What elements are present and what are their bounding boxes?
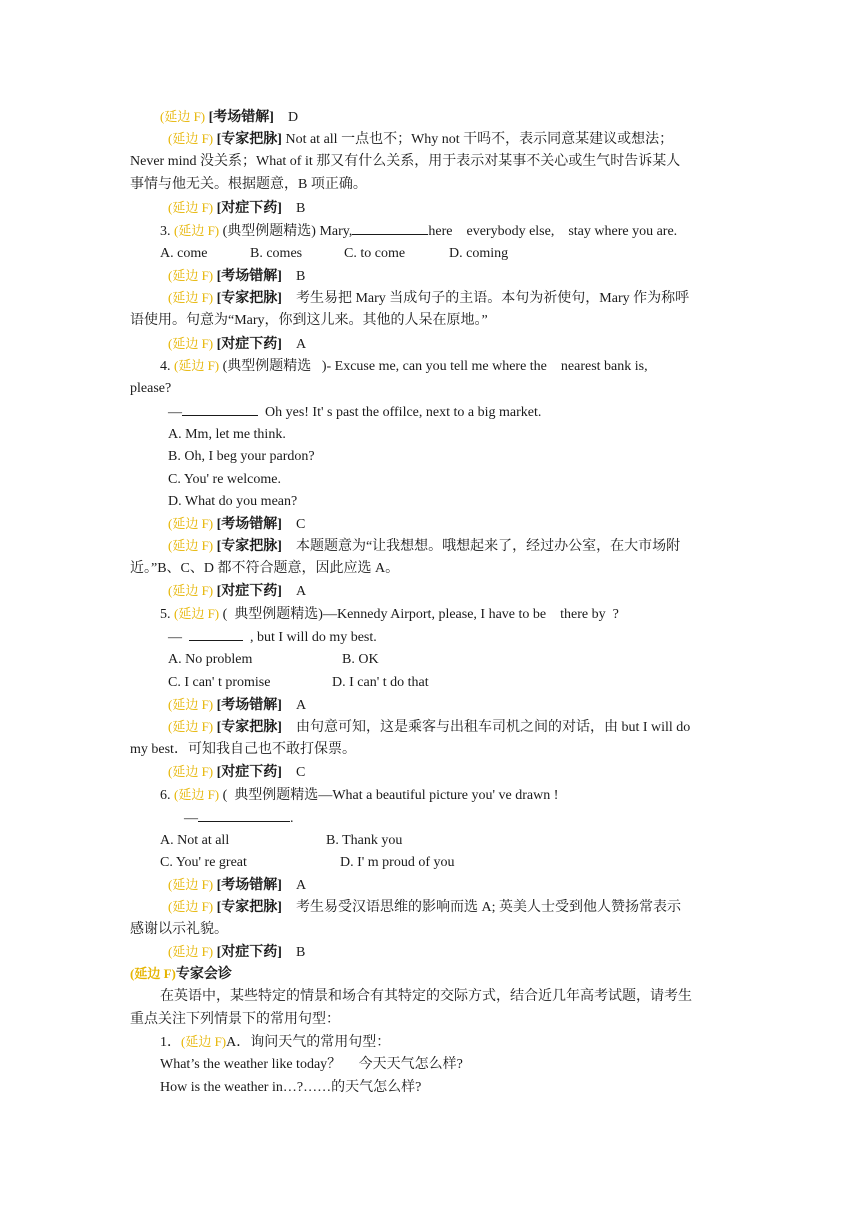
source-tag: (延边 F) [168, 200, 214, 215]
q6-option-a: A. Not at all [160, 833, 230, 848]
jingxuan-label: ( 典型例题精选 [222, 788, 319, 803]
xiayao-label: [对症下药] [216, 337, 282, 352]
cuojie-answer: A [295, 698, 307, 713]
example-sentence: How is the weather in…?……的天气怎么样? [160, 1080, 422, 1095]
intro-line: 重点关注下列情景下的常用句型： [130, 1012, 340, 1027]
q4-stem-cont: please? [130, 381, 172, 396]
q4-option-c: C. You' re welcome. [168, 472, 281, 487]
reply-text: , but I will do my best. [250, 630, 377, 645]
question-number: 4. [160, 359, 171, 374]
source-tag: (延边 F) [168, 877, 214, 892]
bamai-text: 考生易受汉语思维的影响而选 A; 英美人士受到他人赞扬常表示 [295, 900, 681, 915]
q3-bamai-line: 语使用。句意为“Mary，你到这儿来。其他的人呆在原地。” [130, 313, 488, 328]
source-tag: (延边 F) [168, 719, 214, 734]
source-tag: (延边 F) [168, 764, 214, 779]
bamai-label: [专家把脉] [216, 720, 282, 735]
bamai-label: [专家把脉] [216, 900, 282, 915]
q6-xiayao-line [168, 943, 305, 962]
huizhen-label: 专家会诊 [175, 967, 232, 982]
q2-bamai-line [168, 130, 673, 149]
question-number: 3. [160, 224, 171, 239]
q5-xiayao-line [168, 763, 305, 782]
q3-stem [160, 222, 677, 241]
q3-xiayao-line [168, 335, 306, 354]
stem-text: here everybody else, stay where you are. [428, 224, 678, 239]
intro-item [160, 1033, 390, 1052]
q4-option-d: D. What do you mean? [168, 494, 298, 509]
q3-option-d: D. coming [449, 246, 509, 261]
q3-option-a: A. come [160, 246, 208, 261]
cuojie-answer: C [295, 517, 306, 532]
q2-cuojie-line [160, 108, 298, 127]
q6-reply [184, 809, 294, 828]
source-tag: (延边 F) [174, 358, 220, 373]
item-number: 1． [160, 1035, 181, 1050]
q4-reply [168, 403, 541, 422]
source-tag: (延边 F) [130, 966, 176, 981]
source-tag: (延边 F) [181, 1034, 227, 1049]
q3-bamai-line [168, 289, 689, 308]
q4-cuojie-line [168, 515, 305, 534]
q6-option-c: C. You' re great [160, 855, 247, 870]
item-text: A．询问天气的常用句型： [226, 1035, 391, 1050]
cuojie-label: [考场错解] [216, 698, 282, 713]
reply-end: . [290, 811, 294, 826]
jingxuan-label: (典型例题精选) [222, 224, 316, 239]
source-tag: (延边 F) [174, 223, 220, 238]
section-heading [130, 965, 232, 984]
q4-bamai-line [168, 537, 680, 556]
xiayao-answer: C [295, 765, 306, 780]
bamai-text: 本题题意为“让我想想。哦想起来了，经过办公室，在大市场附 [295, 539, 681, 554]
q2-bamai-line: Never mind 没关系；What of it 那又有什么关系，用于表示对某事不关心或生气时告诉某人 [130, 154, 681, 169]
xiayao-label: [对症下药] [216, 765, 282, 780]
q6-option-b: B. Thank you [326, 833, 403, 848]
intro-line: 在英语中，某些特定的情景和场合有其特定的交际方式，结合近几年高考试题，请考生 [160, 989, 692, 1004]
source-tag: (延边 F) [168, 336, 214, 351]
cuojie-answer: A [295, 878, 307, 893]
bamai-label: [专家把脉] [216, 291, 282, 306]
source-tag: (延边 F) [174, 606, 220, 621]
stem-text: —Kennedy Airport, please, I have to be there by ? [322, 607, 619, 622]
q5-option-c: C. I can' t promise [168, 675, 271, 690]
source-tag: (延边 F) [168, 697, 214, 712]
source-tag: (延边 F) [168, 538, 214, 553]
q5-cuojie-line [168, 696, 306, 715]
source-tag: (延边 F) [168, 131, 214, 146]
source-tag: (延边 F) [168, 516, 214, 531]
q5-option-d: D. I can' t do that [332, 675, 429, 690]
source-tag: (延边 F) [168, 944, 214, 959]
dash: — [168, 630, 182, 645]
q5-bamai-line [168, 718, 690, 737]
cuojie-label: [考场错解] [216, 517, 282, 532]
q5-reply [168, 628, 377, 647]
source-tag: (延边 F) [168, 583, 214, 598]
q2-bamai-line: 事情与他无关。根据题意，B 项正确。 [130, 177, 367, 192]
bamai-text: Not at all 一点也不；Why not 干吗不，表示同意某建议或想法； [285, 132, 674, 147]
q2-xiayao-line [168, 199, 305, 218]
dash: — [168, 405, 182, 420]
question-number: 5. [160, 607, 171, 622]
q6-cuojie-line [168, 876, 306, 895]
q5-option-b: B. OK [342, 652, 379, 667]
answer-blank [189, 628, 243, 641]
xiayao-label: [对症下药] [216, 201, 282, 216]
answer-blank [352, 222, 428, 235]
source-tag: (延边 F) [160, 109, 206, 124]
source-tag: (延边 F) [168, 268, 214, 283]
cuojie-label: [考场错解] [216, 269, 282, 284]
q5-bamai-line: my best．可知我自己也不敢打保票。 [130, 742, 356, 757]
jingxuan-label: (典型例题精选 [222, 359, 312, 374]
q4-xiayao-line [168, 582, 306, 601]
dash: — [184, 811, 198, 826]
q5-stem [160, 605, 619, 624]
xiayao-label: [对症下药] [216, 945, 282, 960]
stem-text: )- Excuse me, can you tell me where the nearest bank is, [321, 359, 648, 374]
question-number: 6. [160, 788, 171, 803]
cuojie-label: [考场错解] [216, 878, 282, 893]
stem-text: Mary, [319, 224, 353, 239]
source-tag: (延边 F) [174, 787, 220, 802]
q3-option-c: C. to come [344, 246, 406, 261]
xiayao-label: [对症下药] [216, 584, 282, 599]
example-sentence: What’s the weather like today？ 今天天气怎么样? [160, 1057, 463, 1072]
answer-blank [182, 403, 258, 416]
stem-text: —What a beautiful picture you' ve drawn ! [318, 788, 559, 803]
q4-option-b: B. Oh, I beg your pardon? [168, 449, 315, 464]
q6-option-d: D. I' m proud of you [340, 855, 455, 870]
cuojie-answer: B [295, 269, 306, 284]
source-tag: (延边 F) [168, 290, 214, 305]
q4-option-a: A. Mm, let me think. [168, 427, 286, 442]
xiayao-answer: B [295, 201, 306, 216]
q3-option-b: B. comes [250, 246, 303, 261]
bamai-label: [专家把脉] [216, 132, 282, 147]
xiayao-answer: A [295, 584, 307, 599]
q4-stem [160, 357, 648, 376]
q4-bamai-line: 近。”B、C、D 都不符合题意，因此应选 A。 [130, 561, 400, 576]
xiayao-answer: B [295, 945, 306, 960]
q3-cuojie-line [168, 267, 305, 286]
cuojie-answer: D [287, 110, 299, 125]
bamai-label: [专家把脉] [216, 539, 282, 554]
xiayao-answer: A [295, 337, 307, 352]
q6-bamai-line: 感谢以示礼貌。 [130, 922, 228, 937]
answer-blank [198, 809, 290, 822]
bamai-text: 考生易把 Mary 当成句子的主语。本句为祈使句，Mary 作为称呼 [295, 291, 690, 306]
q6-bamai-line [168, 898, 681, 917]
jingxuan-label: ( 典型例题精选) [222, 607, 323, 622]
reply-text: Oh yes! It' s past the offilce, next to a big market. [265, 405, 542, 420]
source-tag: (延边 F) [168, 899, 214, 914]
cuojie-label: [考场错解] [208, 110, 274, 125]
q6-stem [160, 786, 558, 805]
bamai-text: 由句意可知，这是乘客与出租车司机之间的对话，由 but I will do [295, 720, 691, 735]
q5-option-a: A. No problem [168, 652, 253, 667]
